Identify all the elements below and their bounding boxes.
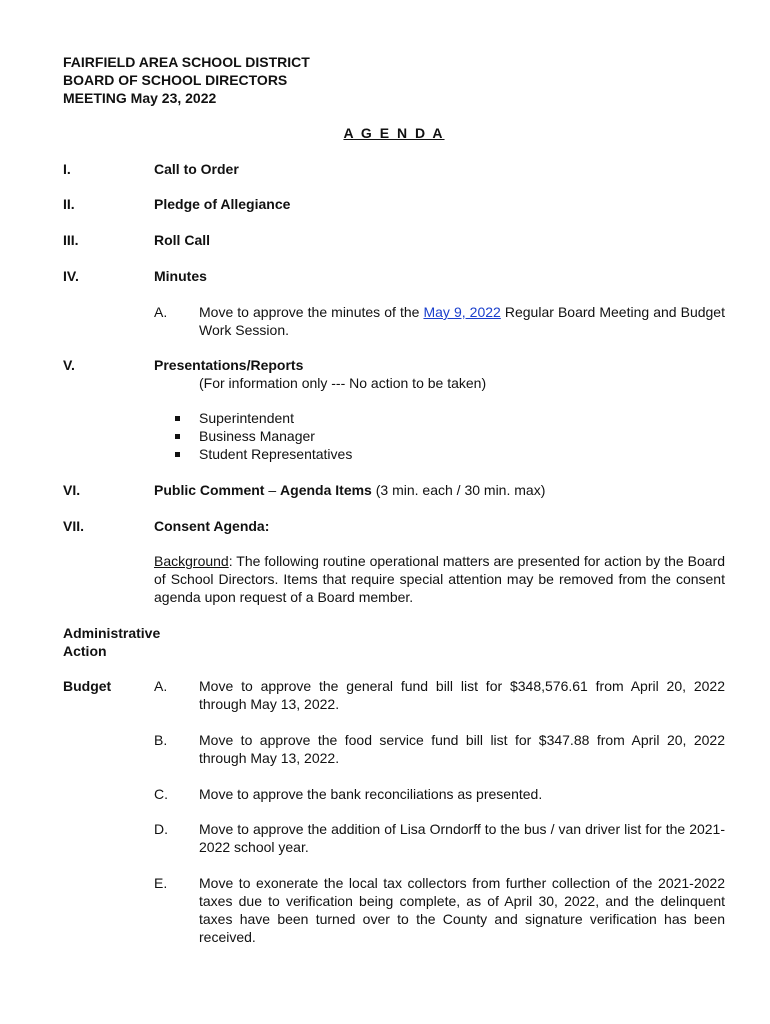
admin-label-line1: Administrative — [63, 625, 161, 641]
public-comment-title — [154, 481, 545, 499]
list-item-label: Student Representatives — [199, 446, 353, 462]
list-item-label: Business Manager — [199, 428, 315, 444]
item-letter: D. — [154, 821, 168, 837]
budget-item-text: Move to approve the general fund bill list for $348,576.61 from April 20, 2022 through May 13, 2022. — [199, 678, 725, 712]
minutes-motion-post: Regular Board Meeting and Budget Work Session. — [199, 304, 725, 338]
admin-label-line2: Action — [63, 643, 107, 659]
reports-list — [175, 409, 352, 463]
presentations-note: (For information only --- No action to be taken) — [199, 375, 487, 391]
budget-item-text: Move to approve the addition of Lisa Orndorff to the bus / van driver list for the 2021-2022 school year. — [199, 821, 725, 855]
board-name: BOARD OF SCHOOL DIRECTORS — [63, 72, 288, 88]
bullet-icon — [175, 434, 180, 439]
document-header — [63, 53, 310, 107]
item-letter: A. — [154, 304, 168, 320]
section-number: II. — [63, 196, 75, 212]
section-number: V. — [63, 357, 75, 373]
public-comment-label: Public Comment — [154, 482, 265, 498]
minutes-motion-pre: Move to approve the minutes of the — [199, 304, 424, 320]
list-item-label: Superintendent — [199, 410, 294, 426]
administrative-action-label — [63, 624, 160, 660]
district-name: FAIRFIELD AREA SCHOOL DISTRICT — [63, 54, 310, 70]
time-limit: (3 min. each / 30 min. max) — [371, 482, 546, 498]
budget-item-text: Move to approve the bank reconciliations as presented. — [199, 786, 543, 802]
item-letter: C. — [154, 786, 168, 802]
section-number: I. — [63, 161, 71, 177]
bullet-icon — [175, 452, 180, 457]
section-number: VII. — [63, 518, 85, 534]
minutes-motion — [199, 303, 725, 339]
item-letter: B. — [154, 732, 168, 748]
item-letter: E. — [154, 875, 168, 891]
section-title: Presentations/Reports — [154, 357, 304, 373]
title-dash: – — [264, 482, 281, 498]
section-title: Call to Order — [154, 161, 239, 177]
item-letter: A. — [154, 678, 168, 694]
budget-item-text: Move to approve the food service fund bill list for $347.88 from April 20, 2022 through May 13, 2022. — [199, 732, 725, 766]
background-paragraph — [154, 552, 725, 606]
meeting-date: MEETING May 23, 2022 — [63, 90, 217, 106]
budget-item-text: Move to exonerate the local tax collectors from further collection of the 2021-2022 taxes due to verification being complete, as of April 30, 2022, and the delinquent taxes have been turned over to the County and signature verification has been received. — [199, 875, 725, 945]
section-number: VI. — [63, 482, 81, 498]
list-item — [175, 427, 352, 445]
section-title: Pledge of Allegiance — [154, 196, 291, 212]
section-title: Minutes — [154, 268, 207, 284]
agenda-title: A G E N D A — [343, 125, 445, 141]
minutes-link[interactable]: May 9, 2022 — [423, 304, 501, 320]
budget-label: Budget — [63, 678, 112, 694]
section-title: Roll Call — [154, 232, 211, 248]
section-number: IV. — [63, 268, 79, 284]
background-label: Background — [154, 553, 229, 569]
list-item — [175, 409, 352, 427]
bullet-icon — [175, 416, 180, 421]
section-number: III. — [63, 232, 79, 248]
section-title: Consent Agenda: — [154, 518, 270, 534]
list-item — [175, 445, 352, 463]
agenda-items-label: Agenda Items — [280, 482, 372, 498]
background-text: : The following routine operational matters are presented for action by the Board of School Directors. Items that require special attention may be removed from the consent agenda upon request of a Board member. — [154, 553, 725, 605]
